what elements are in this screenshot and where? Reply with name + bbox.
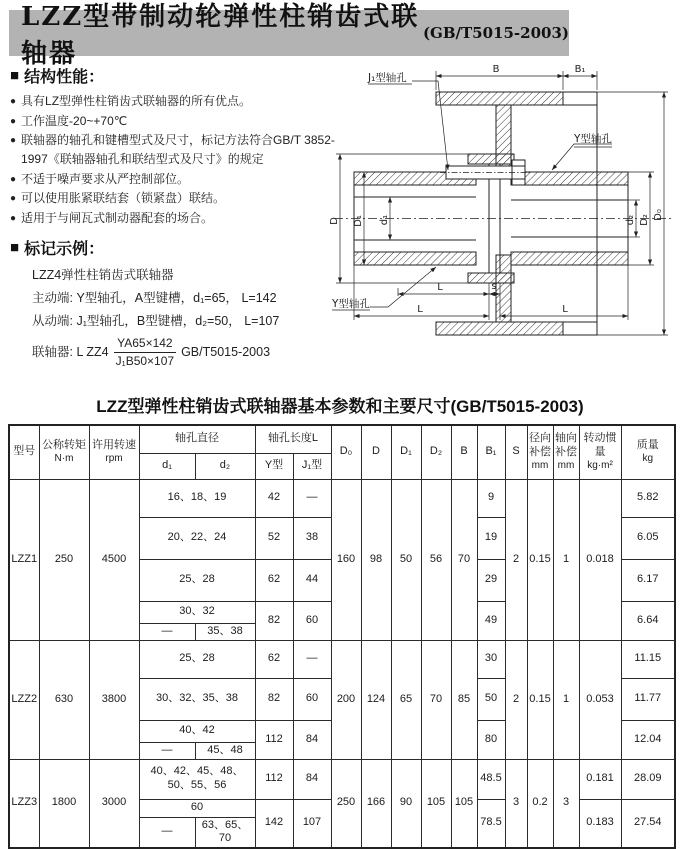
table-cell: 85 [451, 640, 477, 759]
dim-label-B: B [492, 64, 500, 75]
table-cell: 11.77 [621, 678, 675, 720]
coupling-drawing-svg [328, 56, 678, 374]
table-cell: 0.018 [579, 479, 621, 640]
features-heading-text: 结构性能： [24, 69, 105, 86]
dim-label-D2: D₂ [639, 214, 650, 226]
col-header-D: D [361, 425, 391, 479]
marking-line-drive-end: 主动端: Y型轴孔，A型键槽，d₁=65， L=142 [32, 291, 277, 306]
col-header-inertia-text: 转动惯量 [583, 432, 617, 458]
table-cell: 40、42 [139, 720, 255, 742]
bullet-icon: ● [10, 193, 17, 205]
marking-designation-suffix: GB/T5015-2003 [181, 344, 271, 359]
col-header-axial [553, 425, 579, 479]
dim-label-D: D [329, 217, 340, 225]
table-cell: — [293, 640, 331, 678]
table-cell: 35、38 [195, 623, 255, 640]
table-cell: 11.15 [621, 640, 675, 678]
table-cell: 42 [255, 479, 293, 517]
col-header-axial-text: 轴向补偿 [555, 432, 577, 458]
table-cell: 250 [331, 759, 361, 848]
table-cell: 90 [391, 759, 421, 848]
table-cell: 82 [255, 601, 293, 640]
col-header-radial-unit: mm [531, 459, 549, 471]
table-cell: 78.5 [477, 799, 505, 848]
table-cell: 0.15 [527, 479, 553, 640]
coupling-section-drawing [328, 56, 678, 374]
table-cell: — [293, 479, 331, 517]
table-cell: 49 [477, 601, 505, 640]
table-cell: 16、18、19 [139, 479, 255, 517]
table-cell: 56 [421, 479, 451, 640]
table-cell: 19 [477, 517, 505, 559]
table-cell: 70 [451, 479, 477, 640]
table-cell: 40、42、45、48、50、55、56 [139, 759, 255, 799]
dim-label-s: s [491, 281, 497, 292]
bullet-icon: ● [10, 115, 17, 127]
col-header-D2: D₂ [421, 425, 451, 479]
table-cell: 60 [139, 799, 255, 817]
feature-item-text: 不适于噪声要求从严控制部位。 [21, 171, 190, 186]
table-cell: 50 [477, 678, 505, 720]
label-y-bore-right: Y型轴孔 [574, 133, 612, 145]
table-cell: 200 [331, 640, 361, 759]
table-cell: 62 [255, 640, 293, 678]
col-header-speed [89, 425, 139, 479]
col-header-d1: d₁ [139, 453, 195, 479]
col-header-axial-unit: mm [557, 459, 575, 471]
features-heading [10, 64, 340, 87]
table-cell: LZZ1 [9, 479, 39, 640]
table-cell: 630 [39, 640, 89, 759]
table-cell: 25、28 [139, 559, 255, 601]
table-header [9, 425, 675, 479]
table-cell: — [139, 817, 195, 848]
table-cell: 80 [477, 720, 505, 759]
table-cell: 5.82 [621, 479, 675, 517]
table-cell: 30、32 [139, 601, 255, 623]
col-header-D0: D₀ [331, 425, 361, 479]
col-header-j1-type: J₁型 [293, 453, 331, 479]
col-header-torque-text: 公称转矩 [42, 439, 86, 452]
title-banner [9, 2, 569, 69]
table-cell: 6.05 [621, 517, 675, 559]
col-header-S: S [505, 425, 527, 479]
table-cell: 6.17 [621, 559, 675, 601]
table-cell: LZZ3 [9, 759, 39, 848]
table-title: LZZ型弹性柱销齿式联轴器基本参数和主要尺寸(GB/T5015-2003) [96, 397, 584, 416]
marking-heading [10, 236, 340, 259]
table-cell: 60 [293, 601, 331, 640]
features-section [10, 64, 340, 228]
table-cell: 6.64 [621, 601, 675, 640]
table-cell: — [139, 742, 195, 759]
table-row [9, 759, 675, 799]
table-cell: 25、28 [139, 640, 255, 678]
bullet-icon: ● [10, 96, 17, 107]
feature-item-text: 适用于与闸瓦式制动器配套的场合。 [21, 210, 214, 225]
feature-item-text: 具有LZ型弹性柱销齿式联轴器的所有优点。 [21, 94, 252, 108]
col-header-D1: D₁ [391, 425, 421, 479]
table-cell: 12.04 [621, 720, 675, 759]
table-cell: 30、32、35、38 [139, 678, 255, 720]
square-marker-icon: ■ [10, 67, 20, 84]
col-header-bore-len: 轴孔长度L [255, 425, 331, 453]
col-header-radial [527, 425, 553, 479]
table-cell: 0.2 [527, 759, 553, 848]
marking-fraction-denominator: J₁B50×107 [115, 353, 175, 368]
col-header-d2: d₂ [195, 453, 255, 479]
table-cell: 2 [505, 479, 527, 640]
table-cell: 3 [505, 759, 527, 848]
table-cell: 3000 [89, 759, 139, 848]
marking-designation-prefix: 联轴器: L ZZ4 [32, 344, 109, 359]
bullet-icon: ● [10, 135, 17, 146]
col-header-inertia [579, 425, 621, 479]
feature-item-2 [10, 112, 340, 132]
table-cell: 45、48 [195, 742, 255, 759]
dim-label-B1: B₁ [574, 64, 586, 75]
col-header-inertia-unit: kg·m² [587, 459, 613, 471]
table-cell: 30 [477, 640, 505, 678]
col-header-torque-unit: N·m [54, 452, 74, 464]
table-cell: 107 [293, 799, 331, 848]
marking-fraction [113, 335, 177, 368]
table-cell: 62 [255, 559, 293, 601]
table-cell: 2 [505, 640, 527, 759]
features-list [10, 92, 340, 228]
table-cell: 142 [255, 799, 293, 848]
label-j1-bore: J₁型轴孔 [368, 72, 407, 84]
dim-label-d2: d₂ [625, 214, 636, 226]
col-header-mass-unit: kg [642, 452, 654, 464]
table-cell: 0.15 [527, 640, 553, 759]
table-cell: 160 [331, 479, 361, 640]
label-y-bore-bottom: Y型轴孔 [332, 298, 370, 310]
table-cell: 250 [39, 479, 89, 640]
table-cell: 52 [255, 517, 293, 559]
table-cell: 38 [293, 517, 331, 559]
dim-label-L-inner: L [437, 282, 443, 293]
marking-fraction-numerator: YA65×142 [114, 335, 176, 352]
table-cell: 84 [293, 720, 331, 759]
table-cell: 112 [255, 720, 293, 759]
page-title-standard: (GB/T5015-2003) [422, 24, 569, 42]
table-cell: 27.54 [621, 799, 675, 848]
table-cell: 44 [293, 559, 331, 601]
dim-label-L-right: L [562, 304, 568, 315]
marking-line-driven-end: 从动端: J₁型轴孔，B型键槽，d₂=50， L=107 [32, 314, 280, 329]
table-cell: 3800 [89, 640, 139, 759]
col-header-torque [39, 425, 89, 479]
col-header-model: 型号 [9, 425, 39, 479]
table-cell: 20、22、24 [139, 517, 255, 559]
marking-body [10, 264, 340, 369]
bullet-icon: ● [10, 212, 17, 224]
table-cell: 1 [553, 640, 579, 759]
coupling-geometry [334, 92, 672, 335]
table-cell: 70 [421, 640, 451, 759]
table-cell: 50 [391, 479, 421, 640]
feature-item-3 [10, 131, 340, 170]
table-cell: 82 [255, 678, 293, 720]
table-cell: 84 [293, 759, 331, 799]
table-row [9, 479, 675, 517]
marking-line-product: LZZ4弹性柱销齿式联轴器 [32, 268, 174, 282]
table-cell: 124 [361, 640, 391, 759]
col-header-mass [621, 425, 675, 479]
marking-heading-text: 标记示例： [24, 241, 105, 258]
table-cell: 112 [255, 759, 293, 799]
col-header-y-type: Y型 [255, 453, 293, 479]
feature-item-5 [10, 189, 340, 209]
col-header-speed-unit: rpm [105, 452, 123, 464]
table-cell: 48.5 [477, 759, 505, 799]
feature-item-6 [10, 209, 340, 229]
feature-item-text: 工作温度-20~+70℃ [21, 113, 128, 128]
table-cell: 63、65、70 [195, 817, 255, 848]
marking-section [10, 236, 340, 369]
bullet-icon: ● [10, 173, 17, 185]
table-cell: 0.053 [579, 640, 621, 759]
feature-item-1 [10, 92, 340, 112]
col-header-B: B [451, 425, 477, 479]
table-cell: 65 [391, 640, 421, 759]
col-header-B1: B₁ [477, 425, 505, 479]
dim-label-d1: d₁ [379, 214, 390, 226]
table-cell: LZZ2 [9, 640, 39, 759]
col-header-mass-text: 质量 [636, 439, 659, 452]
dim-label-D1: D₁ [353, 215, 364, 227]
table-cell: 166 [361, 759, 391, 848]
table-cell: 98 [361, 479, 391, 640]
table-cell: 0.183 [579, 799, 621, 848]
col-header-radial-text: 径向补偿 [529, 432, 551, 458]
table-cell: 29 [477, 559, 505, 601]
square-marker-icon: ■ [10, 239, 20, 256]
table-cell: 28.09 [621, 759, 675, 799]
table-cell: 0.181 [579, 759, 621, 799]
col-header-speed-text: 许用转速 [92, 439, 136, 452]
table-row [9, 640, 675, 678]
table-cell: 105 [451, 759, 477, 848]
dim-label-D0: D₀ [653, 209, 664, 221]
page-title: LZZ型带制动轮弹性柱销齿式联轴器 [21, 2, 420, 69]
feature-item-4 [10, 170, 340, 190]
table-cell: — [139, 623, 195, 640]
dim-label-L-left: L [417, 304, 423, 315]
feature-item-text: 可以使用胀紧联结套（锁紧盘）联结。 [21, 191, 226, 206]
table-cell: 9 [477, 479, 505, 517]
table-cell: 3 [553, 759, 579, 848]
col-header-bore-dia: 轴孔直径 [139, 425, 255, 453]
table-cell: 60 [293, 678, 331, 720]
table-cell: 105 [421, 759, 451, 848]
table-cell: 1800 [39, 759, 89, 848]
table-cell: 4500 [89, 479, 139, 640]
marking-line-designation [32, 335, 340, 368]
param-table-body [9, 479, 675, 848]
table-cell: 1 [553, 479, 579, 640]
parameter-table [8, 424, 676, 849]
feature-item-text: 联轴器的轴孔和键槽型式及尺寸，标记方法符合GB/T 3852-1997《联轴器轴孔和联结型式及尺寸》的规定 [21, 133, 335, 167]
